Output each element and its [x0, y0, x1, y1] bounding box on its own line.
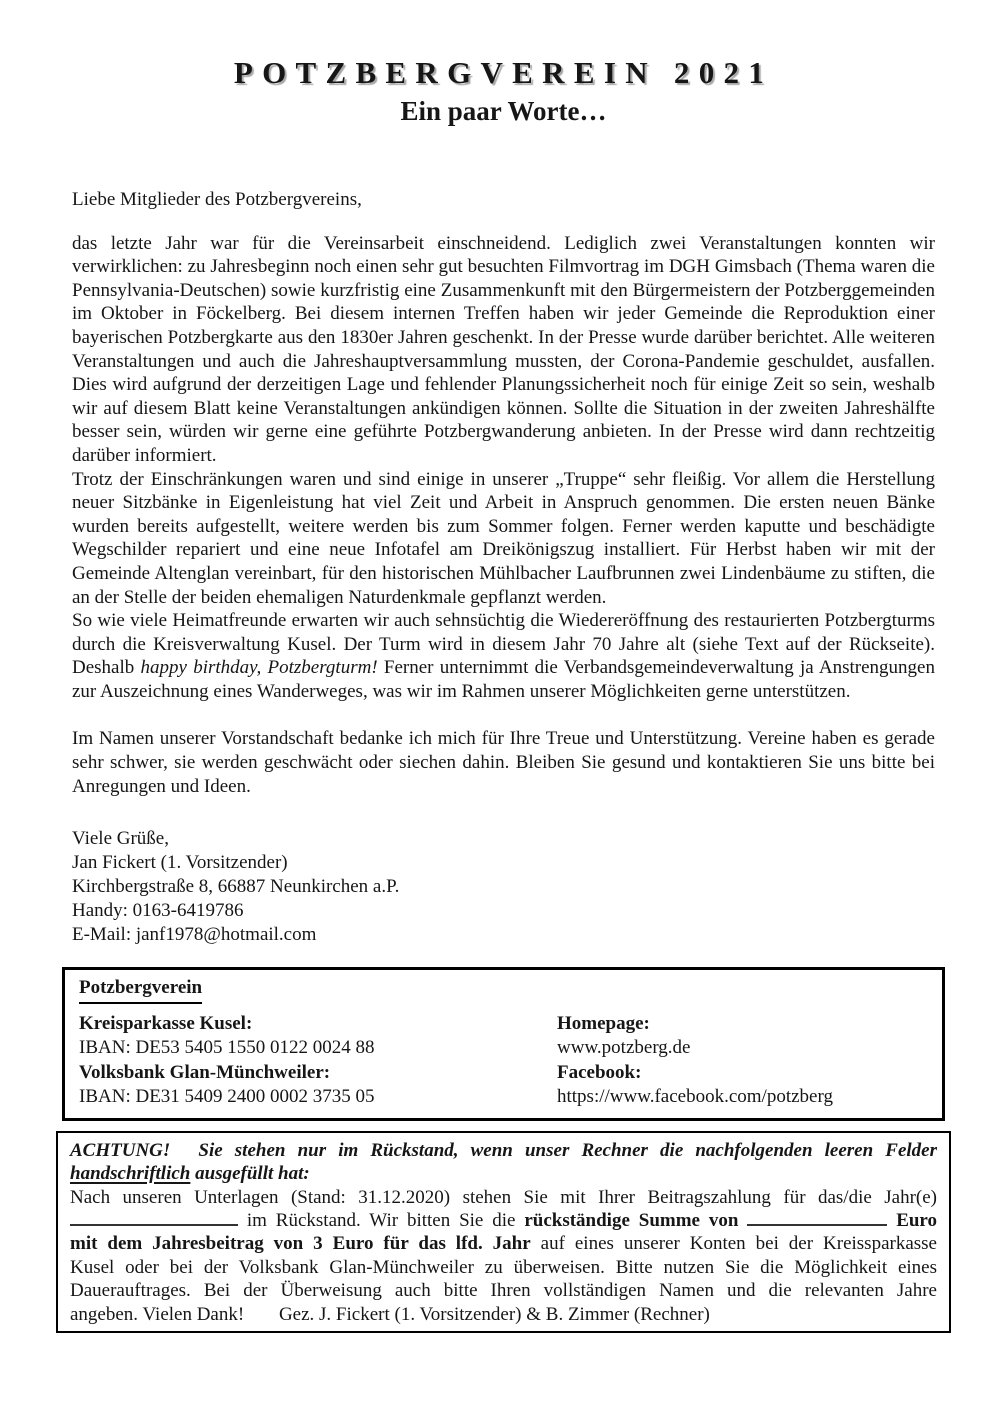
notice-line-2-text: im Rückstand. Wir bitten Sie die: [246, 1209, 516, 1231]
handwriting-blank-field: [70, 1210, 238, 1226]
homepage-url: www.potzberg.de: [557, 1037, 691, 1059]
bank2-label: Volksbank Glan-Münchweiler:: [79, 1061, 331, 1083]
notice-line-3-bold: mit dem Jahresbeitrag von 3 Euro für das lfd. Jahr: [70, 1233, 531, 1255]
notice-warning-underlined: handschriftlich: [70, 1163, 191, 1185]
paragraph-2: Trotz der Einschränkungen waren und sind einige in unserer „Truppe“ sehr fleißig. Vor allem die Herstellung neuer Sitzbänke in Eigenleistung hat viel Zeit und Arbeit in Anspruch genommen. Die ersten neuen Bänke wurden bereits aufgestellt, weitere werden bis zum Sommer folgen. Ferner werden kaputte und beschädigte Wegschilder repariert und eine neue Infotafel am Dreikönigszug installiert. Für Herbst haben wir mit der Gemeinde Altenglan vereinbart, für den historischen Mühlbacher Laufbrunnen zwei Lindenbäume zu stiften, die an der Stelle der beiden ehemaligen Naturdenkmale gepflanzt werden.: [72, 468, 935, 608]
notice-line-6-signers: Gez. J. Fickert (1. Vorsitzender) & B. Zimmer (Rechner): [278, 1303, 710, 1325]
notice-line-6: [70, 1303, 937, 1326]
bank2-iban: IBAN: DE31 5409 2400 0002 3735 05: [79, 1086, 375, 1108]
bank-info-box: [62, 967, 945, 1121]
page-subtitle: Ein paar Worte…: [400, 96, 607, 126]
page-title: POTZBERGVEREIN 2021: [233, 55, 774, 90]
homepage-label: Homepage:: [557, 1012, 650, 1034]
paragraph-3-text-after: Ferner unternimmt die Verbandsgemeindeverwaltung ja Anstrengungen zur Auszeichnung eines Wanderweges, was wir im Rahmen unserer Möglichkeiten gerne unterstützen.: [72, 657, 935, 702]
notice-line-6-thanks: angeben. Vielen Dank!: [70, 1303, 245, 1325]
letter-body: [70, 188, 938, 1333]
notice-warning-tail: ausgefüllt hat:: [190, 1163, 310, 1185]
handwriting-blank-field: [747, 1210, 887, 1226]
signature-block: [72, 827, 935, 947]
signature-closing: Viele Grüße,: [72, 828, 169, 850]
signature-address: Kirchbergstraße 8, 66887 Neunkirchen a.P.: [72, 876, 400, 898]
bank1-iban: IBAN: DE53 5405 1550 0122 0024 88: [79, 1037, 375, 1059]
signature-phone: Handy: 0163-6419786: [72, 900, 244, 922]
signature-name: Jan Fickert (1. Vorsitzender): [72, 852, 288, 874]
paragraph-1: das letzte Jahr war für die Vereinsarbeit einschneidend. Lediglich zwei Veranstaltungen konnten wir verwirklichen: zu Jahresbeginn noch einen sehr gut besuchten Filmvortrag im DGH Gimsbach (Thema waren die Pennsylvania-Deutschen) sowie kurzfristig eine Zusammenkunft mit den Bürgermeistern der Potzberggemeinden im Oktober in Föckelberg. Bei diesem internen Treffen haben wir jeder Gemeinde die Reproduktion einer bayerischen Potzbergkarte aus den 1830er Jahren geschenkt. In der Presse wurde darüber berichtet. Alle weiteren Veranstaltungen und auch die Jahreshauptversammlung mussten, der Corona-Pandemie geschuldet, ausfallen. Dies wird aufgrund der derzeitigen Lage und fehlender Planungssicherheit noch für einige Zeit so sein, weshalb wir auf diesem Blatt keine Veranstaltungen ankündigen können. Sollte die Situation in der zweiten Jahreshälfte besser sein, würden wir gerne eine geführte Potzbergwanderung anbieten. In der Presse wird dann rechtzeitig darüber informiert.: [72, 232, 935, 466]
bank-info-grid: [79, 1012, 928, 1110]
notice-line-2-euro: Euro: [896, 1209, 938, 1231]
payment-notice-box: [56, 1131, 951, 1333]
notice-line-2: [70, 1209, 937, 1232]
salutation: Liebe Mitglieder des Potzbergvereins,: [72, 189, 362, 210]
paragraph-3-italic-phrase: happy birthday, Potzbergturm!: [140, 657, 378, 679]
signature-email: E-Mail: janf1978@hotmail.com: [72, 924, 317, 946]
notice-warning-lead: ACHTUNG!: [70, 1139, 171, 1161]
paragraph-4: Im Namen unserer Vorstandschaft bedanke ich mich für Ihre Treue und Unterstützung. Vereine haben es gerade sehr schwer, sie werden geschwächt oder siechen dahin. Bleiben Sie gesund und kontaktieren Sie uns bitte bei Anregungen und Ideen.: [72, 728, 935, 797]
notice-line-3: [70, 1232, 937, 1255]
facebook-url: https://www.facebook.com/potzberg: [557, 1086, 833, 1108]
notice-line-3-text: auf eines unserer Konten bei der Kreissparkasse: [540, 1233, 937, 1255]
document-header: [0, 52, 1007, 128]
notice-warning-line-2: [70, 1162, 937, 1185]
notice-line-4: Kusel oder bei der Volksbank Glan-Münchweiler zu überweisen. Bitte nutzen Sie die Möglichkeit eines: [70, 1256, 937, 1278]
bank1-label: Kreisparkasse Kusel:: [79, 1012, 253, 1034]
notice-line-5: Dauerauftrages. Bei der Überweisung auch bitte Ihren vollständigen Namen und die relevanten Jahre: [70, 1280, 937, 1302]
notice-warning-rest: Sie stehen nur im Rückstand, wenn unser Rechner die nachfolgenden leeren Felder: [198, 1139, 937, 1161]
facebook-label: Facebook:: [557, 1061, 642, 1083]
paragraph-3-text: So wie viele Heimatfreunde erwarten wir auch sehnsüchtig die Wiedereröffnung des restaurierten Potzbergturms durch die Kreisverwaltung Kusel. Der Turm wird in diesem Jahr 70 Jahre alt (siehe Text auf der Rückseite). Deshalb: [72, 610, 935, 679]
notice-line-1: Nach unseren Unterlagen (Stand: 31.12.2020) stehen Sie mit Ihrer Beitragszahlung für das/die Jahr(e): [70, 1186, 937, 1208]
notice-warning-line-1: [70, 1139, 937, 1162]
bank-box-heading: Potzbergverein: [79, 976, 202, 1004]
paragraph-3: [72, 609, 935, 703]
notice-line-2-bold: rückständige Summe von: [524, 1209, 739, 1231]
